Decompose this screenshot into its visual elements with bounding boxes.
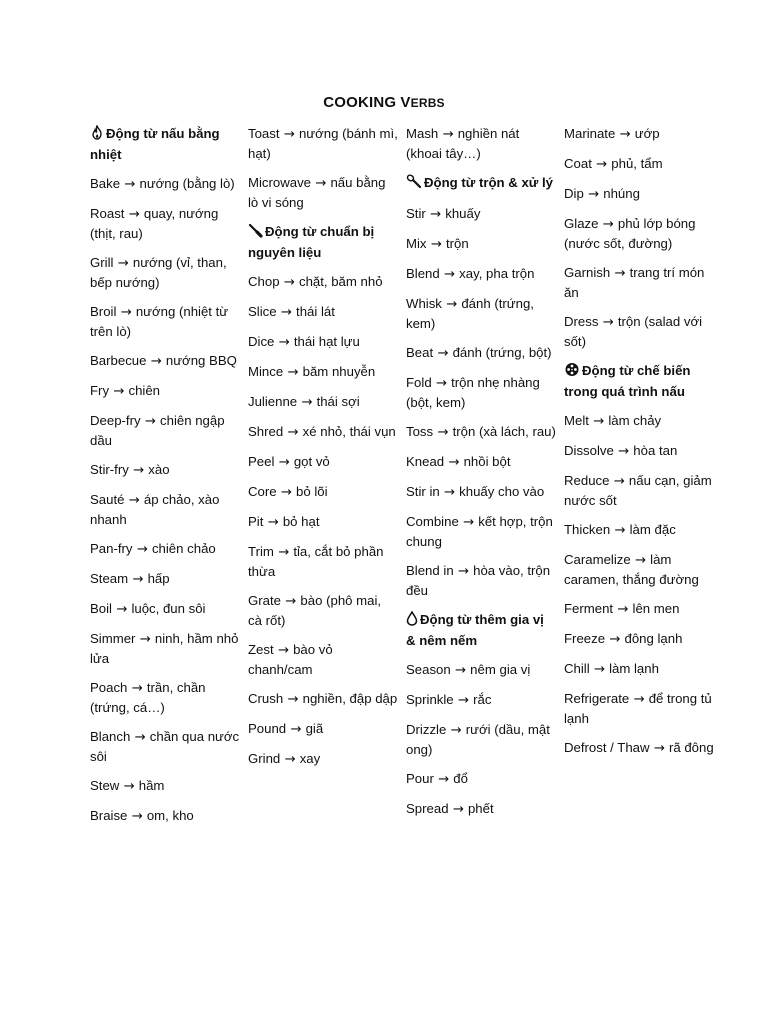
verb-meaning: nhồi bột — [463, 454, 511, 469]
arrow-icon: → — [598, 315, 618, 330]
verb-meaning: băm nhuyễn — [302, 364, 376, 379]
verb-entry-blend — [406, 264, 556, 284]
arrow-icon: → — [453, 564, 474, 579]
verb-meaning: hấp — [147, 571, 170, 586]
arrow-icon: → — [128, 572, 148, 587]
verb-entry-season — [406, 660, 556, 680]
verb-meaning: nghiền nát (khoai tây…) — [406, 126, 520, 161]
verb-entry-refrigerate — [564, 689, 714, 728]
arrow-icon: → — [610, 523, 630, 538]
verb-entry-blanch — [90, 727, 240, 766]
verb-term: Fold — [406, 375, 432, 390]
verb-term: Microwave — [248, 175, 312, 190]
verb-entry-grate — [248, 591, 398, 630]
verb-entry-barbecue — [90, 351, 240, 371]
column-4 — [564, 124, 714, 768]
verb-term: Fry — [90, 383, 110, 398]
arrow-icon: → — [441, 297, 462, 312]
verb-entry-sprinkle — [406, 690, 556, 710]
verb-term: Refrigerate — [564, 691, 630, 706]
verb-meaning: nướng (bánh mì, hạt) — [248, 126, 398, 161]
verb-entry-deep-fry — [90, 411, 240, 450]
spoon-icon — [406, 174, 422, 194]
verb-meaning: đánh (trứng, bột) — [452, 345, 552, 360]
verb-meaning: tỉa, cắt bỏ phần thừa — [248, 544, 384, 579]
arrow-icon: → — [444, 455, 464, 470]
verb-term: Slice — [248, 304, 277, 319]
arrow-icon: → — [280, 752, 300, 767]
verb-term: Dice — [248, 334, 275, 349]
verb-term: Blanch — [90, 729, 131, 744]
verb-term: Boil — [90, 601, 112, 616]
verb-meaning: làm lạnh — [609, 661, 659, 676]
verb-meaning: chần qua nước sôi — [90, 729, 240, 764]
verb-meaning: phết — [467, 801, 494, 816]
verb-meaning: xay — [299, 751, 321, 766]
arrow-icon: → — [273, 643, 294, 658]
arrow-icon: → — [127, 809, 147, 824]
verb-entry-fry — [90, 381, 240, 401]
verb-meaning: om, kho — [146, 808, 194, 823]
page-title — [0, 94, 768, 111]
drop-icon — [406, 611, 418, 631]
verb-term: Combine — [406, 514, 459, 529]
arrow-icon: → — [273, 545, 294, 560]
verb-entry-blend-in — [406, 561, 556, 600]
verb-entry-pan-fry — [90, 539, 240, 559]
verb-meaning: nhúng — [603, 186, 640, 201]
verb-entry-mix — [406, 234, 556, 254]
verb-entry-drizzle — [406, 720, 556, 759]
arrow-icon: → — [458, 515, 479, 530]
arrow-icon: → — [615, 127, 635, 142]
arrow-icon: → — [433, 772, 454, 787]
verb-term: Zest — [248, 642, 274, 657]
verb-term: Core — [248, 484, 277, 499]
verb-term: Caramelize — [564, 552, 631, 567]
verb-term: Garnish — [564, 265, 611, 280]
verb-term: Deep-fry — [90, 413, 141, 428]
verb-entry-stir — [406, 204, 556, 224]
verb-entry-spread — [406, 799, 556, 819]
verb-term: Chop — [248, 274, 280, 289]
arrow-icon: → — [629, 692, 649, 707]
verb-entry-mince — [248, 362, 398, 382]
arrow-icon: → — [605, 632, 625, 647]
verb-term: Pan-fry — [90, 541, 133, 556]
title-initial: V — [400, 94, 411, 111]
section-heading — [406, 173, 556, 194]
column-1 — [90, 124, 240, 836]
verb-entry-beat — [406, 343, 556, 363]
verb-term: Dip — [564, 186, 584, 201]
verb-entry-stir-in — [406, 482, 556, 502]
arrow-icon: → — [140, 414, 161, 429]
verb-meaning: bỏ lõi — [296, 484, 328, 499]
verb-entry-chill — [564, 659, 714, 679]
section-heading-text: Động từ trộn & xử lý — [424, 175, 553, 190]
arrow-icon: → — [120, 177, 140, 192]
verb-meaning: để trong tủ lạnh — [564, 691, 712, 726]
verb-term: Marinate — [564, 126, 616, 141]
verb-entry-coat — [564, 154, 714, 174]
arrow-icon: → — [438, 127, 458, 142]
verb-term: Toss — [406, 424, 434, 439]
verb-entry-stir-fry — [90, 460, 240, 480]
verb-term: Poach — [90, 680, 128, 695]
arrow-icon: → — [311, 176, 331, 191]
arrow-icon: → — [613, 444, 634, 459]
verb-meaning: chiên ngập dầu — [90, 413, 225, 448]
verb-entry-braise — [90, 806, 240, 826]
section-heading-text: Động từ nấu bằng nhiệt — [90, 126, 220, 162]
arrow-icon: → — [431, 376, 452, 391]
arrow-icon: → — [589, 662, 610, 677]
verb-term: Peel — [248, 454, 275, 469]
arrow-icon: → — [116, 305, 136, 320]
verb-meaning: thái sợi — [316, 394, 360, 409]
verb-term: Simmer — [90, 631, 136, 646]
film-reel-icon — [564, 362, 580, 382]
verb-meaning: quay, nướng (thịt, rau) — [90, 206, 219, 241]
verb-term: Grill — [90, 255, 114, 270]
verb-term: Dress — [564, 314, 599, 329]
verb-term: Roast — [90, 206, 125, 221]
arrow-icon: → — [263, 515, 283, 530]
arrow-icon: → — [113, 256, 133, 271]
arrow-icon: → — [433, 425, 453, 440]
verb-meaning: trộn — [445, 236, 469, 251]
verb-meaning: ướp — [634, 126, 660, 141]
verb-term: Drizzle — [406, 722, 447, 737]
arrow-icon: → — [630, 553, 651, 568]
verb-meaning: bỏ hạt — [282, 514, 320, 529]
section-heading — [406, 610, 556, 650]
arrow-icon: → — [588, 414, 609, 429]
verb-entry-toast — [248, 124, 398, 163]
verb-term: Stir — [406, 206, 426, 221]
verb-term: Chill — [564, 661, 590, 676]
verb-meaning: thái lát — [296, 304, 335, 319]
arrow-icon: → — [583, 187, 604, 202]
verb-entry-thicken — [564, 520, 714, 540]
verb-term: Knead — [406, 454, 445, 469]
verb-term: Stew — [90, 778, 120, 793]
arrow-icon: → — [286, 722, 306, 737]
arrow-icon: → — [591, 157, 612, 172]
verb-term: Spread — [406, 801, 449, 816]
verb-meaning: rắc — [473, 692, 492, 707]
verb-term: Barbecue — [90, 353, 147, 368]
verb-term: Steam — [90, 571, 129, 586]
verb-term: Braise — [90, 808, 128, 823]
verb-meaning: làm đặc — [629, 522, 676, 537]
verb-meaning: gọt vỏ — [293, 454, 330, 469]
verb-entry-dice — [248, 332, 398, 352]
verb-entry-defrost-thaw — [564, 738, 714, 758]
verb-term: Shred — [248, 424, 284, 439]
verb-term: Mince — [248, 364, 284, 379]
arrow-icon: → — [439, 485, 460, 500]
verb-entry-stew — [90, 776, 240, 796]
verb-meaning: rã đông — [668, 740, 714, 755]
verb-meaning: phủ, tẩm — [611, 156, 663, 171]
verb-entry-marinate — [564, 124, 714, 144]
verb-term: Freeze — [564, 631, 606, 646]
verb-meaning: nướng (bằng lò) — [139, 176, 235, 191]
arrow-icon: → — [124, 493, 144, 508]
verb-meaning: trộn (xà lách, rau) — [452, 424, 556, 439]
arrow-icon: → — [448, 802, 468, 817]
verb-term: Stir in — [406, 484, 440, 499]
verb-term: Reduce — [564, 473, 610, 488]
verb-term: Dissolve — [564, 443, 614, 458]
arrow-icon: → — [276, 305, 297, 320]
arrow-icon: → — [609, 474, 629, 489]
verb-term: Pour — [406, 771, 434, 786]
flame-icon — [90, 125, 104, 145]
arrow-icon: → — [433, 346, 453, 361]
verb-meaning: trang trí món ăn — [564, 265, 705, 300]
verb-term: Melt — [564, 413, 589, 428]
verb-meaning: làm caramen, thắng đường — [564, 552, 699, 587]
verb-entry-trim — [248, 542, 398, 581]
verb-entry-toss — [406, 422, 556, 442]
verb-entry-microwave — [248, 173, 398, 212]
arrow-icon: → — [132, 542, 152, 557]
verb-entry-dress — [564, 312, 714, 351]
arrow-icon: → — [598, 217, 618, 232]
arrow-icon: → — [446, 723, 466, 738]
verb-meaning: lên men — [632, 601, 680, 616]
arrow-icon: → — [450, 663, 471, 678]
verb-term: Whisk — [406, 296, 442, 311]
verb-meaning: đánh (trứng, kem) — [406, 296, 534, 331]
arrow-icon: → — [439, 267, 460, 282]
arrow-icon: → — [127, 681, 147, 696]
verb-entry-ferment — [564, 599, 714, 619]
verb-meaning: nướng (nhiệt từ trên lò) — [90, 304, 229, 339]
verb-term: Crush — [248, 691, 284, 706]
verb-entry-roast — [90, 204, 240, 243]
verb-term: Mash — [406, 126, 439, 141]
verb-term: Bake — [90, 176, 121, 191]
verb-meaning: chiên chảo — [151, 541, 216, 556]
verb-meaning: giã — [305, 721, 324, 736]
arrow-icon: → — [283, 425, 303, 440]
verb-entry-chop — [248, 272, 398, 292]
verb-term: Glaze — [564, 216, 599, 231]
arrow-icon: → — [279, 275, 299, 290]
verb-meaning: bào vỏ chanh/cam — [248, 642, 333, 677]
arrow-icon: → — [279, 127, 299, 142]
verb-meaning: khuấy cho vào — [459, 484, 545, 499]
verb-meaning: nấu bằng lò vi sóng — [248, 175, 386, 210]
verb-meaning: thái hạt lựu — [293, 334, 360, 349]
verb-entry-saute — [90, 490, 240, 529]
arrow-icon: → — [453, 693, 474, 708]
verb-meaning: phủ lớp bóng (nước sốt, đường) — [564, 216, 696, 251]
verb-entry-grill — [90, 253, 240, 292]
verb-entry-knead — [406, 452, 556, 472]
arrow-icon: → — [283, 365, 303, 380]
arrow-icon: → — [297, 395, 317, 410]
section-heading-text: Động từ chuẩn bị nguyên liệu — [248, 224, 375, 260]
arrow-icon: → — [130, 730, 150, 745]
verb-entry-poach — [90, 678, 240, 717]
verb-term: Blend — [406, 266, 440, 281]
verb-term: Coat — [564, 156, 592, 171]
verb-term: Julienne — [248, 394, 298, 409]
verb-entry-grind — [248, 749, 398, 769]
title-word-cooking: COOKING — [323, 94, 397, 111]
section-heading — [564, 361, 714, 401]
verb-entry-julienne — [248, 392, 398, 412]
section-heading — [248, 222, 398, 262]
verb-term: Toast — [248, 126, 280, 141]
verb-term: Ferment — [564, 601, 614, 616]
verb-entry-pour — [406, 769, 556, 789]
verb-entry-whisk — [406, 294, 556, 333]
verb-entry-broil — [90, 302, 240, 341]
verb-entry-crush — [248, 689, 398, 709]
verb-entry-steam — [90, 569, 240, 589]
verb-entry-zest — [248, 640, 398, 679]
column-3 — [406, 124, 556, 829]
verb-entry-combine — [406, 512, 556, 551]
verb-term: Stir-fry — [90, 462, 129, 477]
verb-entry-core — [248, 482, 398, 502]
verb-entry-fold — [406, 373, 556, 412]
arrow-icon: → — [280, 594, 301, 609]
verb-meaning: hòa tan — [633, 443, 678, 458]
verb-meaning: hầm — [138, 778, 165, 793]
section-heading-text: Động từ thêm gia vị & nêm nếm — [406, 612, 544, 648]
verb-entry-bake — [90, 174, 240, 194]
verb-meaning: bào (phô mai, cà rốt) — [248, 593, 382, 628]
verb-entry-pound — [248, 719, 398, 739]
verb-meaning: xé nhỏ, thái vụn — [302, 424, 396, 439]
arrow-icon: → — [274, 335, 294, 350]
knife-icon — [248, 223, 263, 243]
verb-term: Blend in — [406, 563, 454, 578]
verb-meaning: khuấy — [445, 206, 481, 221]
arrow-icon: → — [276, 485, 297, 500]
verb-meaning: làm chảy — [608, 413, 662, 428]
verb-term: Pound — [248, 721, 287, 736]
verb-entry-shred — [248, 422, 398, 442]
arrow-icon: → — [124, 207, 144, 222]
verb-term: Grate — [248, 593, 281, 608]
verb-entry-freeze — [564, 629, 714, 649]
verb-entry-slice — [248, 302, 398, 322]
verb-meaning: trộn nhẹ nhàng (bột, kem) — [406, 375, 540, 410]
verb-meaning: luộc, đun sôi — [131, 601, 206, 616]
verb-meaning: đổ — [453, 771, 468, 786]
arrow-icon: → — [426, 237, 446, 252]
column-2 — [248, 124, 398, 779]
section-heading-text: Động từ chế biến trong quá trình nấu — [564, 363, 691, 399]
verb-entry-simmer — [90, 629, 240, 668]
verb-term: Sauté — [90, 492, 125, 507]
verb-entry-dip — [564, 184, 714, 204]
verb-meaning: nêm gia vị — [470, 662, 531, 677]
title-rest: ERBS — [410, 96, 445, 110]
verb-term: Pit — [248, 514, 264, 529]
verb-meaning: rưới (dầu, mật ong) — [406, 722, 550, 757]
arrow-icon: → — [613, 602, 633, 617]
verb-meaning: ninh, hầm nhỏ lửa — [90, 631, 239, 666]
arrow-icon: → — [146, 354, 166, 369]
verb-entry-melt — [564, 411, 714, 431]
arrow-icon: → — [119, 779, 139, 794]
verb-meaning: xào — [148, 462, 170, 477]
verb-entry-boil — [90, 599, 240, 619]
verb-meaning: nấu cạn, giảm nước sốt — [564, 473, 712, 508]
verb-term: Mix — [406, 236, 427, 251]
verb-entry-reduce — [564, 471, 714, 510]
verb-meaning: kết hợp, trộn chung — [406, 514, 553, 549]
verb-entry-glaze — [564, 214, 714, 253]
arrow-icon: → — [425, 207, 446, 222]
verb-term: Trim — [248, 544, 274, 559]
verb-meaning: chiên — [128, 383, 161, 398]
verb-term: Defrost / Thaw — [564, 740, 650, 755]
arrow-icon: → — [274, 455, 294, 470]
verb-meaning: xay, pha trộn — [459, 266, 535, 281]
verb-meaning: nghiền, đập dập — [302, 691, 398, 706]
verb-entry-peel — [248, 452, 398, 472]
verb-meaning: trần, chần (trứng, cá…) — [90, 680, 206, 715]
verb-meaning: trộn (salad với sốt) — [564, 314, 703, 349]
arrow-icon: → — [610, 266, 630, 281]
verb-meaning: nướng (vỉ, than, bếp nướng) — [90, 255, 227, 290]
verb-entry-caramelize — [564, 550, 714, 589]
arrow-icon: → — [128, 463, 149, 478]
verb-entry-dissolve — [564, 441, 714, 461]
verb-term: Grind — [248, 751, 281, 766]
verb-term: Season — [406, 662, 451, 677]
arrow-icon: → — [283, 692, 303, 707]
section-heading — [90, 124, 240, 164]
arrow-icon: → — [112, 602, 132, 617]
verb-term: Sprinkle — [406, 692, 454, 707]
arrow-icon: → — [109, 384, 129, 399]
arrow-icon: → — [649, 741, 669, 756]
arrow-icon: → — [135, 632, 155, 647]
verb-entry-mash — [406, 124, 556, 163]
verb-meaning: đông lạnh — [624, 631, 683, 646]
verb-term: Beat — [406, 345, 434, 360]
verb-meaning: hòa vào, trộn đều — [406, 563, 551, 598]
verb-meaning: nướng BBQ — [165, 353, 237, 368]
verb-meaning: chặt, băm nhỏ — [298, 274, 383, 289]
verb-term: Broil — [90, 304, 117, 319]
verb-meaning: áp chảo, xào nhanh — [90, 492, 220, 527]
verb-term: Thicken — [564, 522, 611, 537]
verb-entry-pit — [248, 512, 398, 532]
verb-entry-garnish — [564, 263, 714, 302]
